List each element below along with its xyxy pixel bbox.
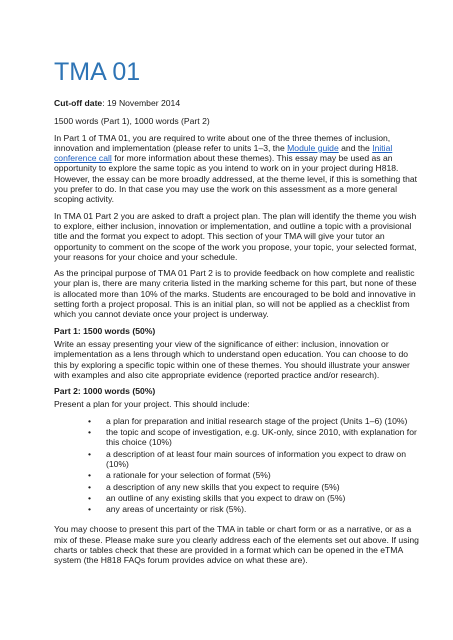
list-item [88,482,419,492]
part1-heading: Part 1: 1500 words (50%) [54,325,156,336]
module-guide-link[interactable]: Module guide [287,142,339,153]
list-item [88,493,419,503]
intro-text-3: for more information about these themes). This essay may be used as an opportunity to explore the same topic as you intend to work on in your project during H818. However, the essay can be more broadly addressed, at the theme level, if this is something that you prefer to do. In that case you may use the work on this assessment as a more general scoping activity. [54,153,418,205]
cutoff-separator: : [102,98,107,108]
list-item [88,504,419,514]
bullet-icon: • [88,492,92,503]
bullet-icon: • [88,448,92,459]
list-item [88,416,419,426]
list-item-text: a rationale for your selection of format (5%) [106,470,271,481]
cutoff-label: Cut-off date [54,98,103,108]
list-item [88,470,419,480]
bullet-icon: • [88,504,92,515]
intro-text-1: In Part 1 of TMA 01, you are required to write about one of the three themes of inclusion, innovation and implementation (please refer to units 1–3, the [54,132,391,153]
bullet-icon: • [88,427,92,438]
closing-paragraph: You may choose to present this part of the TMA in table or chart form or as a narrative, or as a mix of these. Please make sure you clearly address each of the elements set out above. If using charts or tables check that these are provided in a format which can be opened in the eTMA system (the H818 FAQs forum provides advice on what these are). [54,524,419,566]
list-item-text: a description of any new skills that you expect to require (5%) [106,481,340,492]
part2-overview-paragraph: In TMA 01 Part 2 you are asked to draft a project plan. The plan will identify the theme you wish to explore, either inclusion, innovation or implementation, and outline a topic with a provisional title and the format you expect to adopt. This section of your TMA will give your tutor an opportunity to comment on the scope of the work you propose, your topic, your selected format, your reasons for your choice and your schedule. [54,210,417,262]
initial-conference-call-link[interactable]: Initial conference call [54,142,393,164]
part2-intro: Present a plan for your project. This should include: [54,399,250,410]
bullet-icon: • [88,481,92,492]
list-item-text: any areas of uncertainty or risk (5%). [106,504,247,515]
bullet-icon: • [88,470,92,481]
intro-paragraph [54,133,419,205]
list-item-text: the topic and scope of investigation, e.g. UK-only, since 2010, with explanation for this choice (10%) [106,427,417,448]
purpose-paragraph: As the principal purpose of TMA 01 Part 2 is to provide feedback on how complete and realistic your plan is, there are many criteria listed in the marking scheme for this part, but none of these is allocated more than 10% of the marks. Students are encouraged to be bold and innovative in setting forth a project proposal. This is an initial plan, so will not be applied as a checklist from which you cannot deviate once your project is underway. [54,268,417,320]
list-item-text: an outline of any existing skills that you expect to draw on (5%) [106,492,346,503]
plan-requirements-list [54,416,419,515]
part2-heading: Part 2: 1000 words (50%) [54,386,156,397]
list-item [88,449,419,470]
word-counts: 1500 words (Part 1), 1000 words (Part 2) [54,116,210,127]
cutoff-line [54,98,419,108]
page-title: TMA 01 [54,58,141,86]
list-item [88,427,419,448]
part1-body: Write an essay presenting your view of the significance of either: inclusion, innovation or implementation as a lens through which to understand open education. You can choose to do this by exploring a specific topic within one of these themes. You should illustrate your answer with examples and also cite appropriate evidence (reported practice and/or research). [54,338,410,380]
list-item-text: a description of at least four main sources of information you expect to draw on (10%) [106,448,406,469]
bullet-icon: • [88,415,92,426]
cutoff-date: 19 November 2014 [107,98,181,108]
list-item-text: a plan for preparation and initial research stage of the project (Units 1–6) (10%) [106,415,408,426]
intro-text-2: and the [338,142,373,153]
